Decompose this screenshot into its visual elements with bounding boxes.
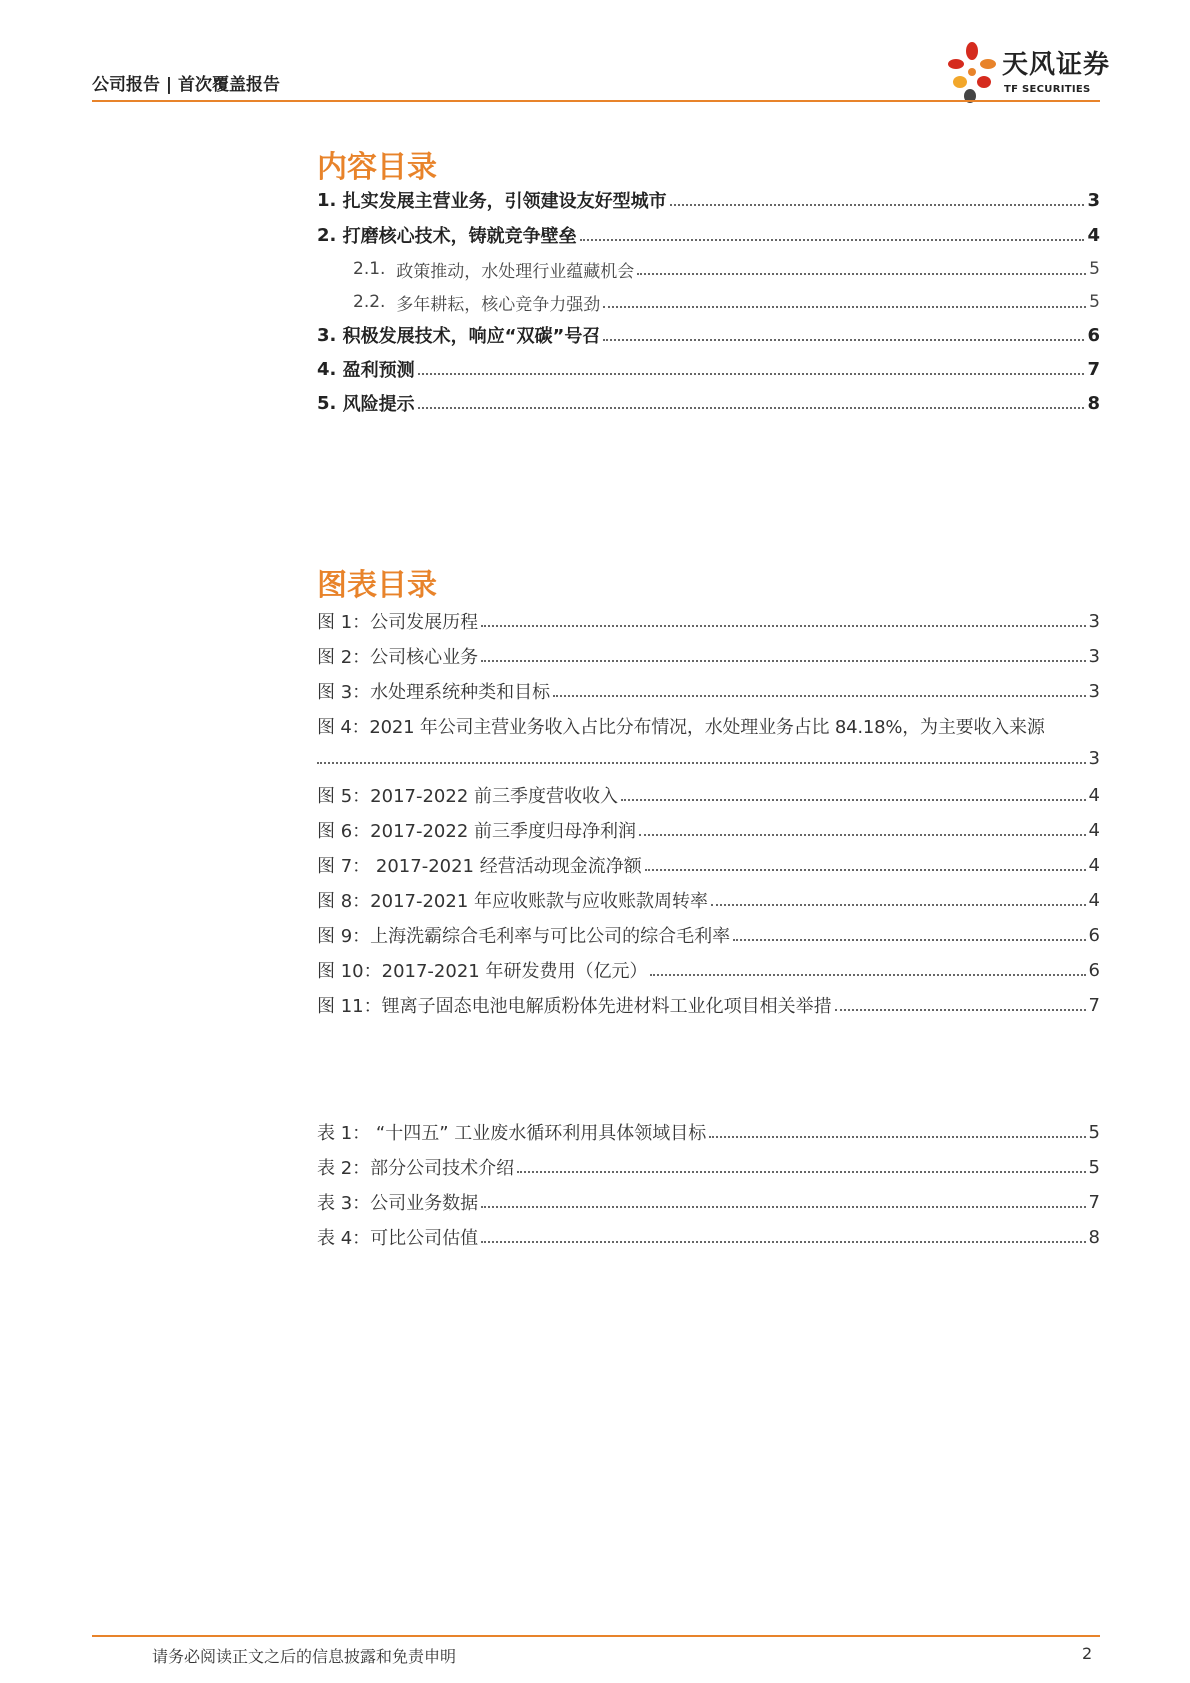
table-label: 表 4：可比公司估值 xyxy=(317,1228,479,1249)
table-entry[interactable] xyxy=(317,1222,1100,1252)
figure-label: 图 7： 2017-2021 经营活动现金流净额 xyxy=(317,856,642,877)
figure-page: 7 xyxy=(1088,994,1100,1016)
toc-label: 风险提示 xyxy=(342,394,415,415)
toc-number: 5. xyxy=(317,392,337,414)
toc-label: 扎实发展主营业务，引领建设友好型城市 xyxy=(342,191,667,212)
toc-label: 盈利预测 xyxy=(342,360,415,381)
table-page: 8 xyxy=(1088,1226,1100,1248)
leader-dots xyxy=(317,762,1086,764)
table-page: 5 xyxy=(1088,1121,1100,1143)
toc-label: 多年耕耘，核心竞争力强劲 xyxy=(396,294,601,315)
figure-entry[interactable] xyxy=(317,955,1100,985)
toc-number: 2.1. xyxy=(353,259,386,279)
logo-english-name: TF SECURITIES xyxy=(1004,84,1091,95)
leader-dots xyxy=(517,1171,1085,1173)
toc-page: 8 xyxy=(1087,392,1100,414)
figure-entry[interactable] xyxy=(317,885,1100,915)
figure-label: 图 10：2017-2021 年研发费用（亿元） xyxy=(317,961,648,982)
logo-chinese-name: 天风证券 xyxy=(1002,50,1111,80)
toc-item[interactable] xyxy=(317,388,1100,418)
leader-dots xyxy=(481,625,1085,627)
leader-dots xyxy=(637,273,1086,275)
leader-dots xyxy=(709,1136,1085,1138)
figure-label: 图 11：锂离子固态电池电解质粉体先进材料工业化项目相关举措 xyxy=(317,996,832,1017)
figure-page: 4 xyxy=(1088,819,1100,841)
company-logo xyxy=(942,38,1112,106)
header-divider xyxy=(92,100,1100,102)
toc-label: 打磨核心技术，铸就竞争壁垒 xyxy=(342,226,577,247)
leader-dots xyxy=(481,660,1085,662)
footer-disclaimer: 请务必阅读正文之后的信息披露和免责申明 xyxy=(152,1647,457,1666)
leader-dots xyxy=(733,939,1085,941)
leader-dots xyxy=(645,869,1086,871)
leader-dots xyxy=(621,799,1086,801)
figures-title: 图表目录 xyxy=(317,568,437,603)
leader-dots xyxy=(603,306,1086,308)
figure-label: 图 4：2021 年公司主营业务收入占比分布情况，水处理业务占比 84.18%，为主要收入来源 xyxy=(317,717,1045,738)
figure-entry[interactable] xyxy=(317,815,1100,845)
figure-entry[interactable] xyxy=(317,920,1100,950)
figure-label: 图 6：2017-2022 前三季度归母净利润 xyxy=(317,821,637,842)
toc-item[interactable] xyxy=(317,320,1100,350)
toc-number: 1. xyxy=(317,189,337,211)
toc-item[interactable] xyxy=(317,220,1100,250)
leader-dots xyxy=(580,239,1085,241)
leader-dots xyxy=(639,834,1086,836)
report-type-header: 公司报告 | 首次覆盖报告 xyxy=(92,75,281,95)
table-page: 5 xyxy=(1088,1156,1100,1178)
figure-page: 4 xyxy=(1088,889,1100,911)
table-page: 7 xyxy=(1088,1191,1100,1213)
toc-page: 4 xyxy=(1087,224,1100,246)
leader-dots xyxy=(650,974,1085,976)
figure-page: 3 xyxy=(1088,680,1100,702)
leader-dots xyxy=(670,204,1085,206)
figure-entry[interactable] xyxy=(317,711,1100,741)
table-label: 表 1： “十四五” 工业废水循环利用具体领域目标 xyxy=(317,1123,707,1144)
leader-dots xyxy=(835,1009,1086,1011)
toc-subitem[interactable] xyxy=(353,287,1100,317)
toc-number: 2. xyxy=(317,224,337,246)
table-label: 表 3：公司业务数据 xyxy=(317,1193,479,1214)
leader-dots xyxy=(711,904,1086,906)
leader-dots xyxy=(418,373,1085,375)
figure-entry[interactable] xyxy=(317,606,1100,636)
figure-page: 3 xyxy=(1088,610,1100,632)
toc-label: 积极发展技术，响应“双碳”号召 xyxy=(342,326,601,347)
figure-label: 图 1：公司发展历程 xyxy=(317,612,479,633)
leader-dots xyxy=(481,1241,1085,1243)
figure-label: 图 2：公司核心业务 xyxy=(317,647,479,668)
figure-entry[interactable] xyxy=(317,780,1100,810)
table-entry[interactable] xyxy=(317,1187,1100,1217)
figure-entry-continuation xyxy=(317,743,1100,773)
figure-page: 6 xyxy=(1088,959,1100,981)
toc-item[interactable] xyxy=(317,354,1100,384)
toc-page: 5 xyxy=(1089,292,1100,312)
toc-item[interactable] xyxy=(317,185,1100,215)
figure-entry[interactable] xyxy=(317,676,1100,706)
figure-page: 3 xyxy=(1088,645,1100,667)
figure-label: 图 8：2017-2021 年应收账款与应收账款周转率 xyxy=(317,891,709,912)
flower-logo-icon xyxy=(942,38,1002,106)
figure-page: 4 xyxy=(1088,784,1100,806)
leader-dots xyxy=(481,1206,1085,1208)
toc-page: 3 xyxy=(1087,189,1100,211)
page-number: 2 xyxy=(1082,1644,1093,1663)
footer-divider xyxy=(92,1635,1100,1637)
contents-title: 内容目录 xyxy=(317,150,437,185)
leader-dots xyxy=(603,339,1084,341)
figure-page: 4 xyxy=(1088,854,1100,876)
figure-entry[interactable] xyxy=(317,990,1100,1020)
figure-page: 3 xyxy=(1088,747,1100,769)
figure-label: 图 5：2017-2022 前三季度营收收入 xyxy=(317,786,619,807)
toc-page: 7 xyxy=(1087,358,1100,380)
figure-entry[interactable] xyxy=(317,641,1100,671)
leader-dots xyxy=(553,695,1085,697)
toc-subitem[interactable] xyxy=(353,254,1100,284)
leader-dots xyxy=(418,407,1085,409)
toc-page: 5 xyxy=(1089,259,1100,279)
table-entry[interactable] xyxy=(317,1152,1100,1182)
toc-page: 6 xyxy=(1087,324,1100,346)
toc-number: 3. xyxy=(317,324,337,346)
table-entry[interactable] xyxy=(317,1117,1100,1147)
toc-number: 4. xyxy=(317,358,337,380)
table-label: 表 2：部分公司技术介绍 xyxy=(317,1158,515,1179)
figure-label: 图 3：水处理系统种类和目标 xyxy=(317,682,551,703)
figure-page: 6 xyxy=(1088,924,1100,946)
figure-entry[interactable] xyxy=(317,850,1100,880)
toc-label: 政策推动，水处理行业蕴藏机会 xyxy=(396,261,635,282)
toc-number: 2.2. xyxy=(353,292,386,312)
figure-label: 图 9：上海洗霸综合毛利率与可比公司的综合毛利率 xyxy=(317,926,731,947)
